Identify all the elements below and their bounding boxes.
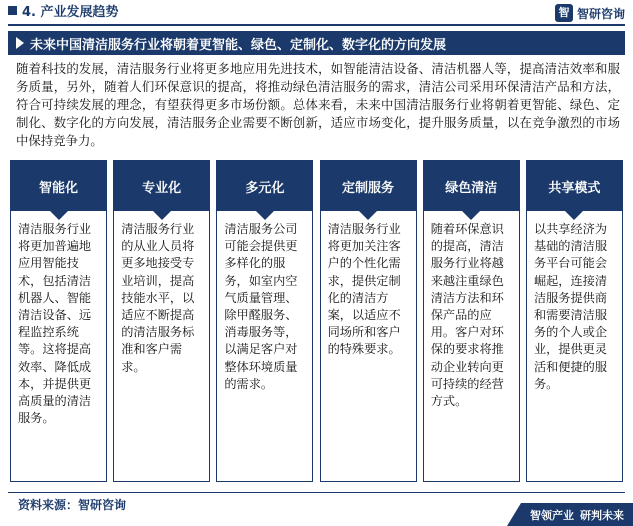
card-body: 清洁服务行业的从业人员将更多地接受专业培训，提高技能水平，以适应不断提高的清洁服务标准和客户需求。 <box>121 222 195 374</box>
brand-name: 智研咨询 <box>576 6 625 21</box>
card-body: 以共享经济为基础的清洁服务平台可能会崛起，连接清洁服务提供商和需要清洁服务的个人或企业，提供更灵活和便捷的服务。 <box>533 222 608 391</box>
source-note: 资料来源：智研咨询 <box>18 498 127 512</box>
card-title: 绿色清洁 <box>424 161 519 211</box>
card-title: 智能化 <box>11 161 106 211</box>
trend-card-custom <box>320 160 417 482</box>
section-label <box>8 4 119 22</box>
card-title: 定制服务 <box>321 161 416 211</box>
slogan-right: 研判未来 <box>580 508 624 522</box>
header-divider <box>8 24 625 26</box>
card-body: 清洁服务行业将更加普遍地应用智能技术，包括清洁机器人、智能清洁设备、远程监控系统等。这将提高效率、降低成本，并提供更高质量的清洁服务。 <box>18 222 92 426</box>
trend-cards <box>10 160 623 482</box>
trend-card-professional <box>113 160 210 482</box>
top-header <box>0 0 633 26</box>
brand-logo-icon: 智 <box>555 4 573 22</box>
slogan-banner <box>521 503 633 526</box>
section-label-text: 4. 产业发展趋势 <box>22 5 119 20</box>
brand <box>555 4 625 22</box>
trend-card-green <box>423 160 520 482</box>
trend-card-diversified <box>216 160 313 482</box>
intro-paragraph: 随着科技的发展，清洁服务行业将更多地应用先进技术，如智能清洁设备、清洁机器人等，提高清洁效率和服务质量，另外，随着人们环保意识的提高，将推动绿色清洁服务的需求，清洁公司采用环保清洁产品和方法，符合可持续发展的理念，有望获得更多市场份额。总体来看，未来中国清洁服务行业将朝着更智能、绿色、定制化、数字化的方向发展，清洁服务企业需要不断创新，适应市场变化，提升服务质量，以在竞争激烈的市场中保持竞争力。 <box>16 61 620 148</box>
card-title: 多元化 <box>217 161 312 211</box>
trend-card-sharing <box>526 160 623 482</box>
chevron-right-icon <box>16 37 24 49</box>
page-title: 未来中国清洁服务行业将朝着更智能、绿色、定制化、数字化的方向发展 <box>30 37 447 53</box>
slogan-left: 智领产业 <box>530 508 574 522</box>
trend-card-intelligent <box>10 160 107 482</box>
card-body: 清洁服务公司可能会提供更多样化的服务，如室内空气质量管理、除甲醛服务、消毒服务等，以满足客户对整体环境质量的需求。 <box>224 222 298 391</box>
title-bar <box>8 31 625 55</box>
footer-divider <box>8 492 625 493</box>
card-body: 清洁服务行业将更加关注客户的个性化需求，提供定制化的清洁方案，以适应不同场所和客户的特殊要求。 <box>327 222 401 357</box>
card-body: 随着环保意识的提高，清洁服务行业将越来越注重绿色清洁方法和环保产品的应用。客户对环保的要求将推动企业转向更可持续的经营方式。 <box>430 222 504 409</box>
card-title: 共享模式 <box>527 161 622 211</box>
section-square-icon <box>8 6 17 15</box>
card-title: 专业化 <box>114 161 209 211</box>
